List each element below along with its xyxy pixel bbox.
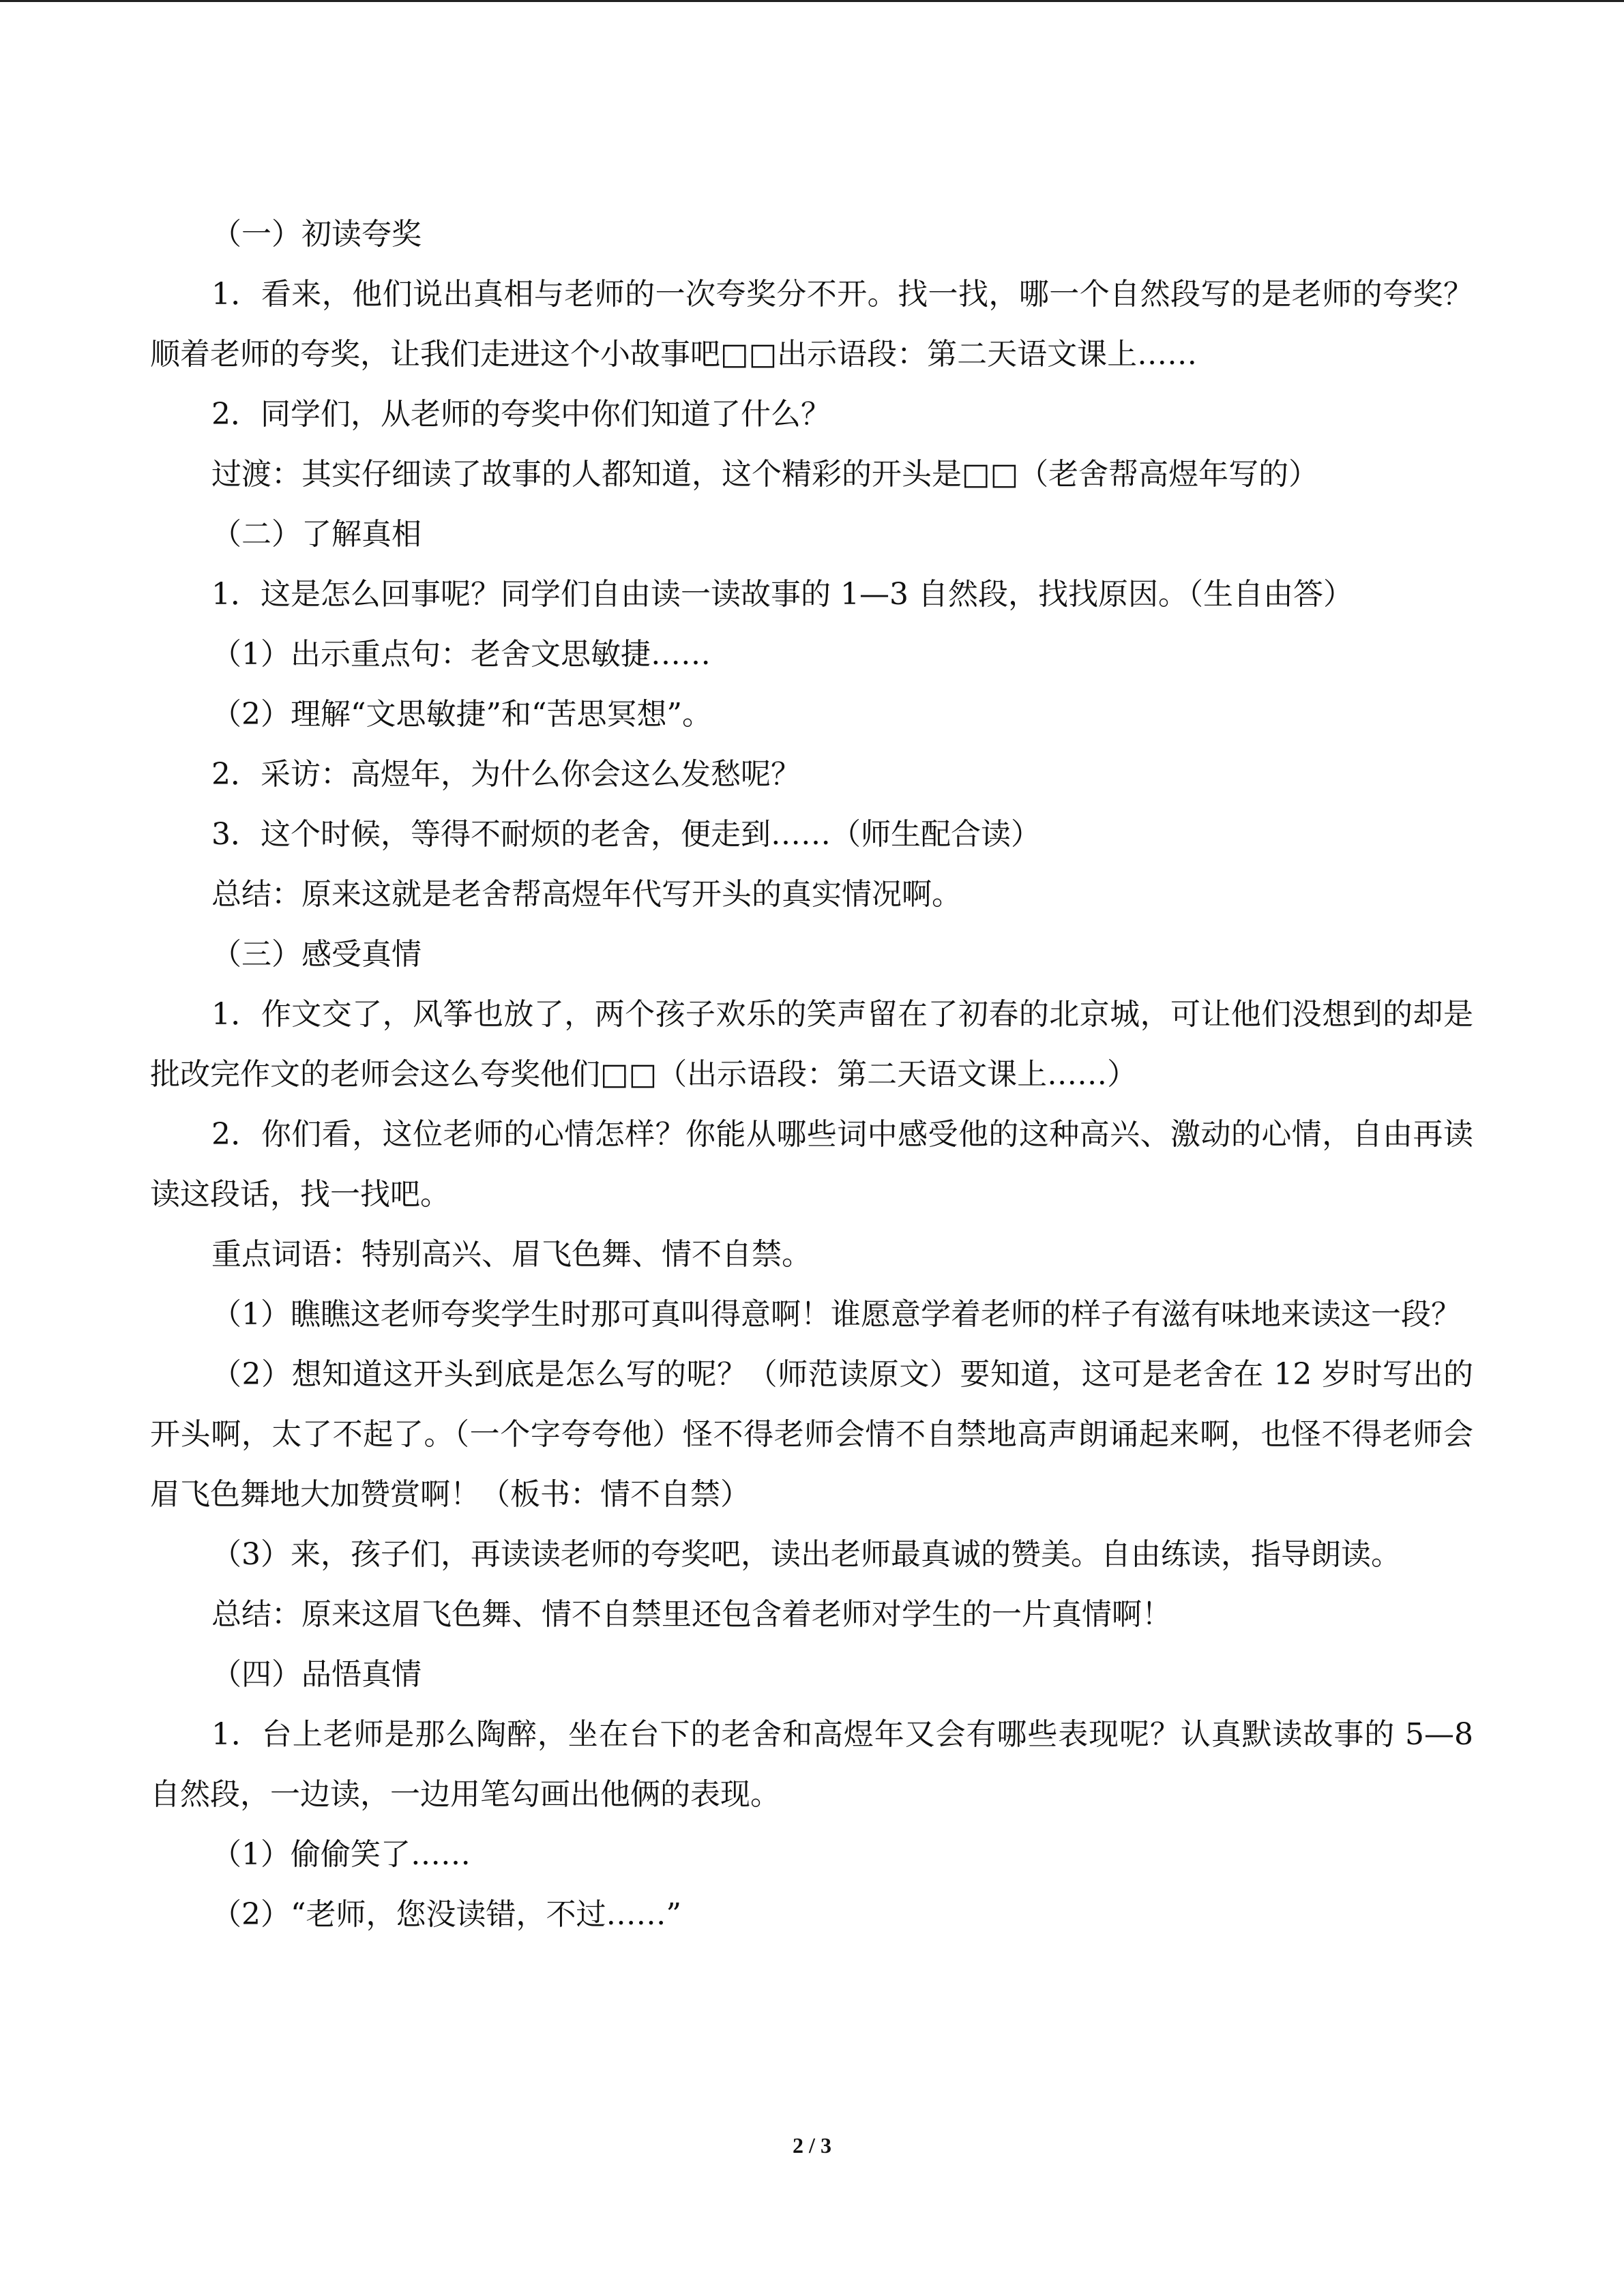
page-number: 2 / 3 <box>793 2133 831 2158</box>
paragraph: 1．看来，他们说出真相与老师的一次夸奖分不开。找一找，哪一个自然段写的是老师的夸奖？顺着老师的夸奖，让我们走进这个小故事吧□□出示语段：第二天语文课上…… <box>150 277 1473 372</box>
top-border-line <box>0 0 1624 2</box>
section-heading-3: （三）感受真情 <box>211 937 422 972</box>
paragraph: （2）理解“文思敏捷”和“苦思冥想”。 <box>211 697 712 732</box>
section-heading-1: （一）初读夸奖 <box>211 217 422 252</box>
summary-paragraph: 总结：原来这眉飞色舞、情不自禁里还包含着老师对学生的一片真情啊！ <box>211 1597 1172 1632</box>
document-body <box>150 205 1473 1945</box>
section-heading-4: （四）品悟真情 <box>211 1657 422 1692</box>
paragraph: 2．采访：高煜年，为什么你会这么发愁呢？ <box>211 757 801 792</box>
paragraph: 3．这个时候，等得不耐烦的老舍，便走到……（师生配合读） <box>211 817 1041 852</box>
paragraph: 1．作文交了，风筝也放了，两个孩子欢乐的笑声留在了初春的北京城，可让他们没想到的却是批改完作文的老师会这么夸奖他们□□（出示语段：第二天语文课上……） <box>150 997 1473 1092</box>
paragraph: 1．台上老师是那么陶醉，坐在台下的老舍和高煜年又会有哪些表现呢？认真默读故事的 5—8 自然段，一边读，一边用笔勾画出他俩的表现。 <box>150 1717 1473 1812</box>
section-heading-2: （二）了解真相 <box>211 517 422 552</box>
key-words-paragraph: 重点词语：特别高兴、眉飞色舞、情不自禁。 <box>211 1237 812 1272</box>
paragraph: 2．同学们，从老师的夸奖中你们知道了什么？ <box>211 397 831 432</box>
paragraph: 2．你们看，这位老师的心情怎样？你能从哪些词中感受他的这种高兴、激动的心情，自由再读读这段话，找一找吧。 <box>150 1117 1473 1212</box>
paragraph: （2）想知道这开头到底是怎么写的呢？（师范读原文）要知道，这可是老舍在 12 岁时写出的开头啊，太了不起了。（一个字夸夸他）怪不得老师会情不自禁地高声朗诵起来啊，也怪不得老师会眉飞色舞地大加赞赏啊！（板书：情不自禁） <box>150 1357 1473 1512</box>
summary-paragraph: 总结：原来这就是老舍帮高煜年代写开头的真实情况啊。 <box>211 877 962 912</box>
paragraph: （2）“老师，您没读错，不过……” <box>211 1897 681 1932</box>
paragraph: （3）来，孩子们，再读读老师的夸奖吧，读出老师最真诚的赞美。自由练读，指导朗读。 <box>211 1537 1401 1572</box>
paragraph: （1）偷偷笑了…… <box>211 1837 471 1872</box>
paragraph: （1）瞧瞧这老师夸奖学生时那可真叫得意啊！谁愿意学着老师的样子有滋有味地来读这一段？ <box>211 1297 1461 1332</box>
paragraph: 1．这是怎么回事呢？同学们自由读一读故事的 1—3 自然段，找找原因。（生自由答） <box>211 577 1353 612</box>
transition-paragraph: 过渡：其实仔细读了故事的人都知道，这个精彩的开头是□□（老舍帮高煜年写的） <box>211 457 1319 492</box>
paragraph: （1）出示重点句：老舍文思敏捷…… <box>211 637 711 672</box>
